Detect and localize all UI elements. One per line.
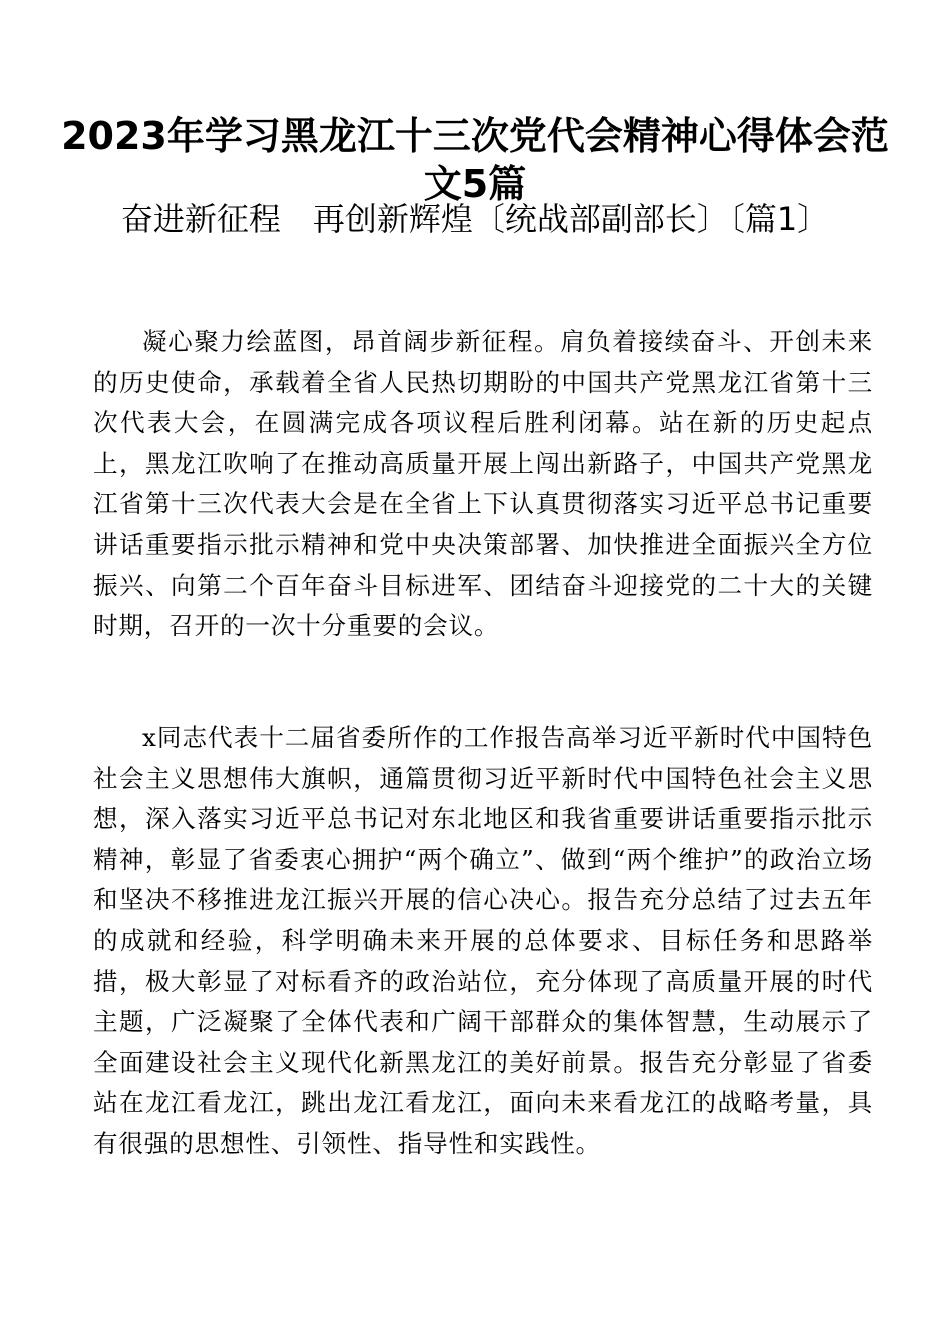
section-subtitle: 奋进新征程 再创新辉煌〔统战部副部长〕〔篇1〕	[120, 200, 830, 238]
body-paragraph: x同志代表十二届省委所作的工作报告高举习近平新时代中国特色社会主义思想伟大旗帜，通篇贯彻习近平新时代中国特色社会主义思想，深入落实习近平总书记对东北地区和我省重要讲话重要指示批示精神，彰显了省委衷心拥护“两个确立”、做到“两个维护”的政治立场和坚决不移推进龙江振兴开展的信心决心。报告充分总结了过去五年的成就和经验，科学明确未来开展的总体要求、目标任务和思路举措，极大彰显了对标看齐的政治站位，充分体现了高质量开展的时代主题，广泛凝聚了全体代表和广阔干部群众的集体智慧，生动展示了全面建设社会主义现代化新黑龙江的美好前景。报告充分彰显了省委站在龙江看龙江，跳出龙江看龙江，面向未来看龙江的战略考量，具有很强的思想性、引领性、指导性和实践性。	[93, 723, 873, 1158]
body-paragraph: 凝心聚力绘蓝图，昂首阔步新征程。肩负着接续奋斗、开创未来的历史使命，承载着全省人民热切期盼的中国共产党黑龙江省第十三次代表大会，在圆满完成各项议程后胜利闭幕。站在新的历史起点上，黑龙江吹响了在推动高质量开展上闯出新路子，中国共产党黑龙江省第十三次代表大会是在全省上下认真贯彻落实习近平总书记重要讲话重要指示批示精神和党中央决策部署、加快推进全面振兴全方位振兴、向第二个百年奋斗目标进军、团结奋斗迎接党的二十大的关键时期，召开的一次十分重要的会议。	[93, 327, 873, 641]
document-title: 2023年学习黑龙江十三次党代会精神心得体会范文5篇	[61, 114, 889, 206]
